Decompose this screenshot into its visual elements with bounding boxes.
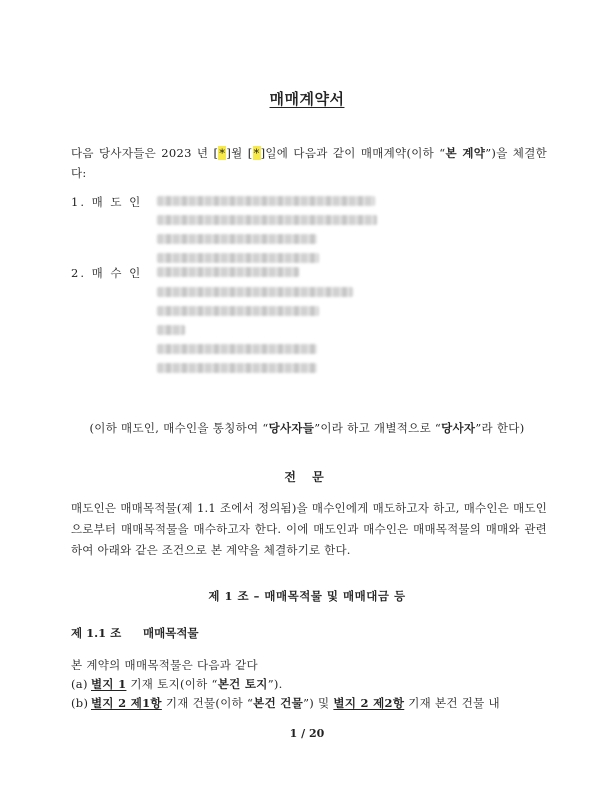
redacted-text <box>157 344 317 354</box>
redacted-text <box>157 267 299 277</box>
section-heading <box>71 625 199 641</box>
collective-definition: (이하 매도인, 매수인을 통칭하여 “당사자들”이라 하고 개별적으로 “당사자”라 한다) <box>89 421 525 435</box>
redacted-text <box>157 196 375 206</box>
article-heading: 제 1 조 – 매매목적물 및 매매대금 등 <box>208 589 406 603</box>
intro-paragraph: 다음 당사자들은 2023 년 [*]월 [*]일에 다음과 같이 매매계약(이하 “본 계약”)을 체결한다: <box>71 146 548 180</box>
page-number: 1 / 20 <box>289 727 325 740</box>
buyer-label: 2. 매 수 인 <box>71 266 143 280</box>
defined-term: 본 계약 <box>445 146 486 160</box>
date-placeholder-day: * <box>253 146 260 160</box>
section-intro: 본 계약의 매매목적물은 다음과 같다 <box>71 658 258 672</box>
seller-label: 1. 매 도 인 <box>71 195 143 209</box>
redacted-text <box>157 306 319 316</box>
redacted-text <box>157 215 377 225</box>
preamble-heading: 전 문 <box>284 470 330 484</box>
annex-reference: 별지 2 제2항 <box>333 696 405 710</box>
document-title: 매매계약서 <box>269 90 345 108</box>
section-title: 매매목적물 <box>143 626 199 640</box>
annex-reference: 별지 1 <box>91 677 127 691</box>
list-item: (a) 별지 1 기재 토지(이하 “본건 토지”). <box>71 677 283 691</box>
preamble-paragraph: 매도인은 매매목적물(제 1.1 조에서 정의됨)을 매수인에게 매도하고자 하고, 매수인은 매도인으로부터 매매목적물을 매수하고자 한다. 이에 매도인과 매수인은 매매목적물의 매매와 관련하여 아래와 같은 조건으로 본 계약을 체결하기로 한다. <box>71 501 547 557</box>
redacted-text <box>157 287 353 297</box>
redacted-text <box>157 325 185 335</box>
section-number: 제 1.1 조 <box>71 626 122 640</box>
list-item: (b) 별지 2 제1항 기재 건물(이하 “본건 건물”) 및 별지 2 제2항 기재 본건 건물 내 <box>71 696 500 710</box>
redacted-text <box>157 234 317 244</box>
annex-reference: 별지 2 제1항 <box>91 696 162 710</box>
redacted-text <box>157 363 317 373</box>
date-placeholder-month: * <box>219 146 226 160</box>
redacted-text <box>157 253 319 263</box>
